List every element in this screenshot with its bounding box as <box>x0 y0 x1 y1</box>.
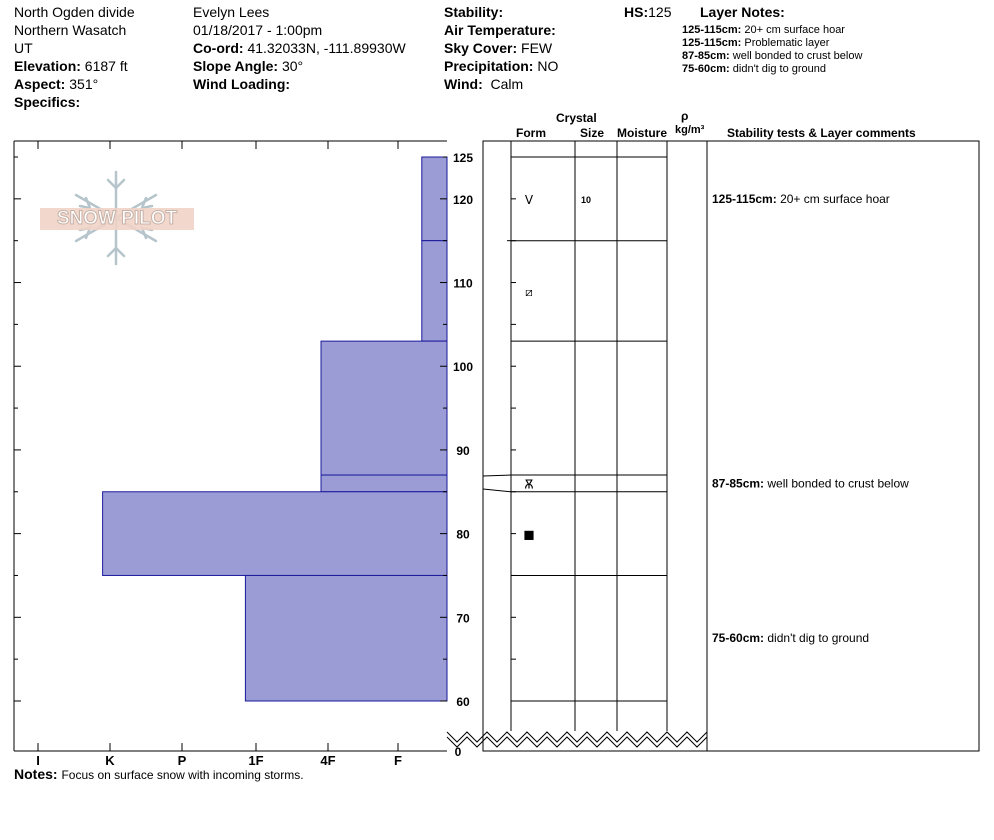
layer-comment: 125-115cm: 20+ cm surface hoar <box>712 191 890 206</box>
layer-comment: 87-85cm: well bonded to crust below <box>712 476 909 491</box>
rho-header: ρ <box>681 109 689 123</box>
notes-label: Notes: <box>14 766 58 782</box>
wind-label: Wind: <box>444 76 483 92</box>
hardness-layer-bar <box>245 575 447 701</box>
height-tick-label: 120 <box>452 192 474 207</box>
hardness-layer-bar <box>103 492 447 576</box>
height-tick-label: 90 <box>456 443 470 458</box>
range: Northern Wasatch <box>14 22 127 38</box>
precip-label: Precipitation: <box>444 58 534 74</box>
layer-note: 125-115cm: Problematic layer <box>682 37 830 49</box>
wind-loading-label: Wind Loading: <box>193 76 291 92</box>
sky-value: FEW <box>521 40 553 56</box>
layer-note: 87-85cm: well bonded to crust below <box>682 50 863 62</box>
hardness-label: K <box>105 753 115 768</box>
comments-header: Stability tests & Layer comments <box>727 126 916 140</box>
crystal-header: Crystal <box>556 111 597 125</box>
coord-label: Co-ord: <box>193 40 244 56</box>
hardness-label: 4F <box>320 753 336 768</box>
wind-value: Calm <box>490 76 524 92</box>
size-header: Size <box>580 126 605 140</box>
boundary-connector <box>483 475 511 476</box>
hardness-label: 1F <box>248 753 264 768</box>
hardness-layer-bar <box>422 241 447 341</box>
density-unit-header: kg/m³ <box>675 124 705 136</box>
hardness-label: I <box>36 753 40 768</box>
aspect-value: 351° <box>69 76 99 92</box>
state: UT <box>14 40 33 56</box>
moisture-header: Moisture <box>617 126 668 140</box>
stability-label: Stability: <box>444 4 504 20</box>
logo-text: SNOW PILOT <box>56 208 178 229</box>
height-tick-label: 80 <box>456 527 470 542</box>
axis-break <box>447 732 707 742</box>
height-zero-label: 0 <box>454 745 462 759</box>
hs-label: HS: <box>624 4 649 20</box>
grain-form-symbol: Ѫ <box>524 477 534 492</box>
form-header: Form <box>516 126 546 140</box>
layer-comment: 75-60cm: didn't dig to ground <box>712 631 870 646</box>
boundary-connector <box>483 489 511 492</box>
height-tick-label: 125 <box>452 151 474 165</box>
hardness-label: P <box>177 753 187 768</box>
grain-form-symbol: ⧄ <box>525 284 533 299</box>
layer-note: 75-60cm: didn't dig to ground <box>682 63 826 75</box>
height-tick-label: 70 <box>456 611 470 626</box>
datetime: 01/18/2017 - 1:00pm <box>193 22 323 38</box>
elevation-label: Elevation: <box>14 58 81 74</box>
air-temp-label: Air Temperature: <box>444 22 556 38</box>
observer: Evelyn Lees <box>193 4 270 20</box>
height-tick-label: 60 <box>456 695 470 709</box>
precip-value: NO <box>537 58 559 74</box>
aspect-label: Aspect: <box>14 76 66 92</box>
elevation-value: 6187 ft <box>84 58 128 74</box>
hs-value: 125 <box>648 4 672 20</box>
height-tick-label: 110 <box>453 276 473 291</box>
slope-label: Slope Angle: <box>193 58 279 74</box>
sky-label: Sky Cover: <box>444 40 518 56</box>
coord-value: 41.32033N, -111.89930W <box>247 40 406 56</box>
profile-table-frame <box>483 141 979 751</box>
layer-notes-title: Layer Notes: <box>700 4 785 20</box>
grain-form-symbol: ■ <box>523 527 535 542</box>
notes <box>14 765 304 783</box>
hardness-label: F <box>394 753 402 768</box>
slope-value: 30° <box>281 58 304 74</box>
grain-form-symbol: V <box>524 192 534 207</box>
hardness-layer-bar <box>321 475 447 492</box>
layer-note: 125-115cm: 20+ cm surface hoar <box>682 24 845 36</box>
specifics-label: Specifics: <box>14 94 81 110</box>
height-tick-label: 100 <box>452 360 474 375</box>
hardness-layer-bar <box>321 341 447 475</box>
location: North Ogden divide <box>14 4 135 20</box>
notes-text: Focus on surface snow with incoming storms. <box>61 768 304 782</box>
grain-size: 10 <box>581 194 592 205</box>
